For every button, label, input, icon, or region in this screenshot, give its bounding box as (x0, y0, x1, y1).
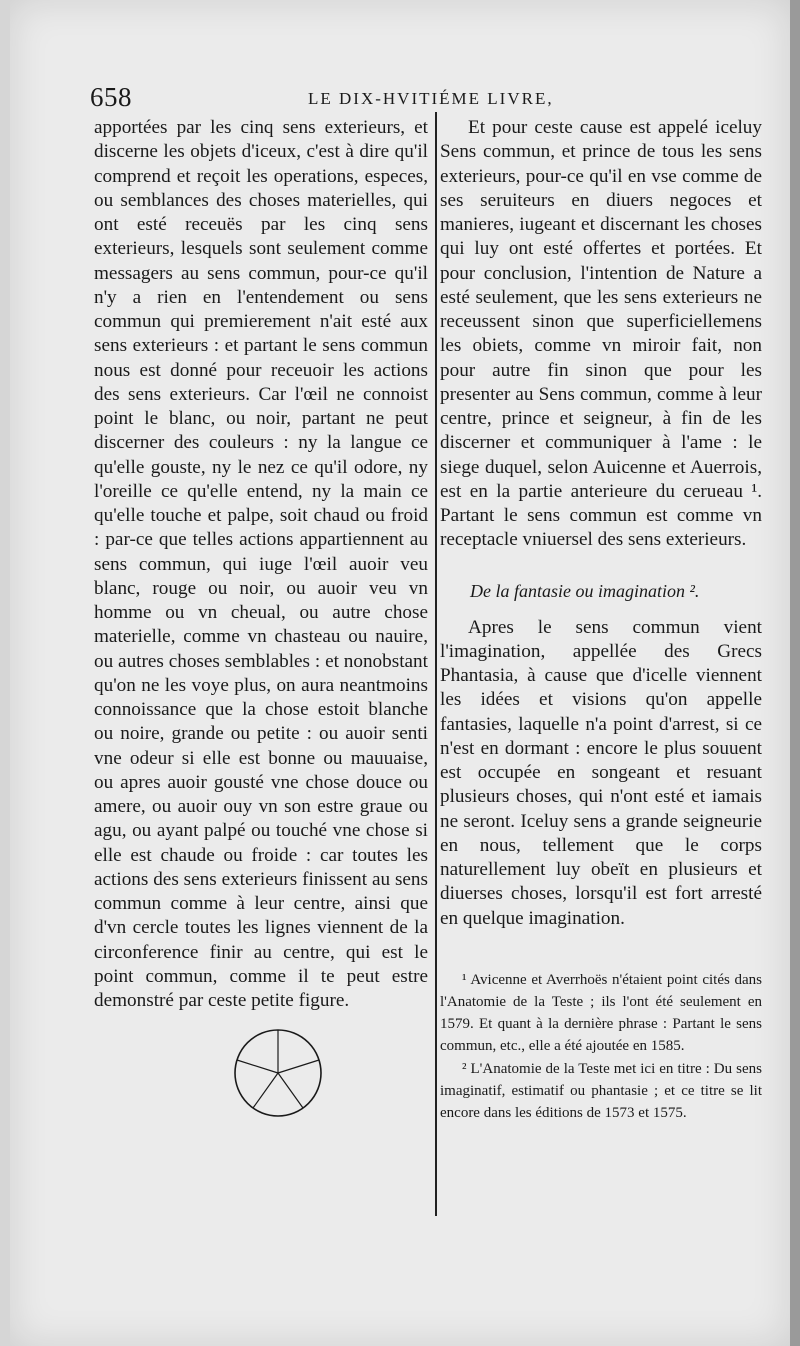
circle-figure (232, 1027, 428, 1124)
right-paragraph-2: Apres le sens commun vient l'imagination, appellée des Grecs Phantasia, à cause que d'icelle viennent les idées et visions qu'on appelle fantasies, laquelle n'a point d'arrest, si ce n'est en dormant : encore le plus souuent est occupée en songeant et resuant plusieurs choses, qui n'ont esté et iamais ne seront. Iceluy sens a grande seigneurie en nous, tellement que le corps naturellement luy obeït en plusieurs et diuerses choses, lorsqu'il est fort arresté en quelque imagination. (440, 616, 762, 929)
right-paragraph-1: Et pour ceste cause est appelé iceluy Sens commun, et prince de tous les sens exterieurs, pour-ce qu'il en vse comme de ses seruiteurs en diuers negoces et manieres, iugeant et discernant les choses qui luy ont esté offertes et portées. Et pour conclusion, l'intention de Nature a esté seulement, que les sens exterieurs ne receussent sinon que superficiellemens les obiets, comme vn miroir fait, non pour autre fin sinon que pour les presenter au Sens commun, comme à leur centre, prince et seigneur, à fin de les discerner et communiquer à l'ame : le siege duquel, selon Auicenne et Auerrois, est en la partie anterieure du cerueau ¹. Partant le sens commun est comme vn receptacle vniuersel des sens exterieurs. (440, 117, 762, 551)
page-edge (790, 0, 800, 1346)
page-header (90, 82, 770, 116)
page-number: 658 (90, 82, 132, 112)
footnotes (440, 969, 762, 1124)
column-divider (435, 112, 437, 1216)
divided-circle-illustration (232, 1027, 324, 1119)
left-column-text: apportées par les cinq sens exterieurs, et discerne les objets d'iceux, c'est à dire qu'il comprend et reçoit les operations, especes, ou semblances des choses materielles, qui ont esté receuës par les cinq sens exterieurs, lesquels sont seulement comme messagers au sens commun, pour-ce qu'il n'y a rien en l'entendement ou sens commun qui premierement n'ait esté aux sens exterieurs : et partant le sens commun nous est donné pour receuoir les actions des sens exterieurs. Car l'œil ne connoist point le blanc, ou noir, partant ne peut discerner des couleurs : ny la langue ce qu'elle gouste, ny le nez ce qu'il odore, ny l'oreille ce qu'elle entend, ny la main ce qu'elle touche et palpe, soit chaud ou froid : par-ce que telles actions appartiennent au sens commun, qui iuge l'œil auoir veu blanc, rouge ou noir, ou auoir veu vn homme ou vn cheual, ou autre chose materielle, comme vn chasteau ou nauire, ou autres choses semblables : et nonobstant qu'on ne les voye plus, on aura neantmoins connoissance que la chose estoit blanche ou noire, grande ou petite : ou auoir senti vne odeur si elle est bonne ou mauuaise, ou apres auoir gousté vne chose douce ou amere, ou auoir ouy vn son estre graue ou agu, ou ayant palpé ou touché vne chose si elle est chaude ou froide : car toutes les actions des sens exterieurs finissent au sens commun comme à leur centre, ainsi que d'vn cercle toutes les lignes viennent de la circonference finir au centre, qui est le point commun, comme il te peut estre demonstré par ceste petite figure. (94, 117, 428, 1011)
running-head: LE DIX-HVITIÉME LIVRE, (308, 89, 554, 108)
footnote-2: ² L'Anatomie de la Teste met ici en titre : Du sens imaginatif, estimatif ou phantasie ; et ce titre se lit encore dans les éditions de 1573 et 1575. (440, 1060, 762, 1121)
book-page (10, 0, 790, 1346)
section-title: De la fantasie ou imagination ². (470, 580, 700, 601)
footnote-1: ¹ Avicenne et Averrhoës n'étaient point cités dans l'Anatomie de la Teste ; ils l'ont été seulement en 1579. Et quant à la dernière phrase : Partant le sens commun, etc., elle a été ajoutée en 1585. (440, 971, 762, 1055)
right-column (440, 116, 762, 1124)
left-column (94, 116, 428, 1124)
